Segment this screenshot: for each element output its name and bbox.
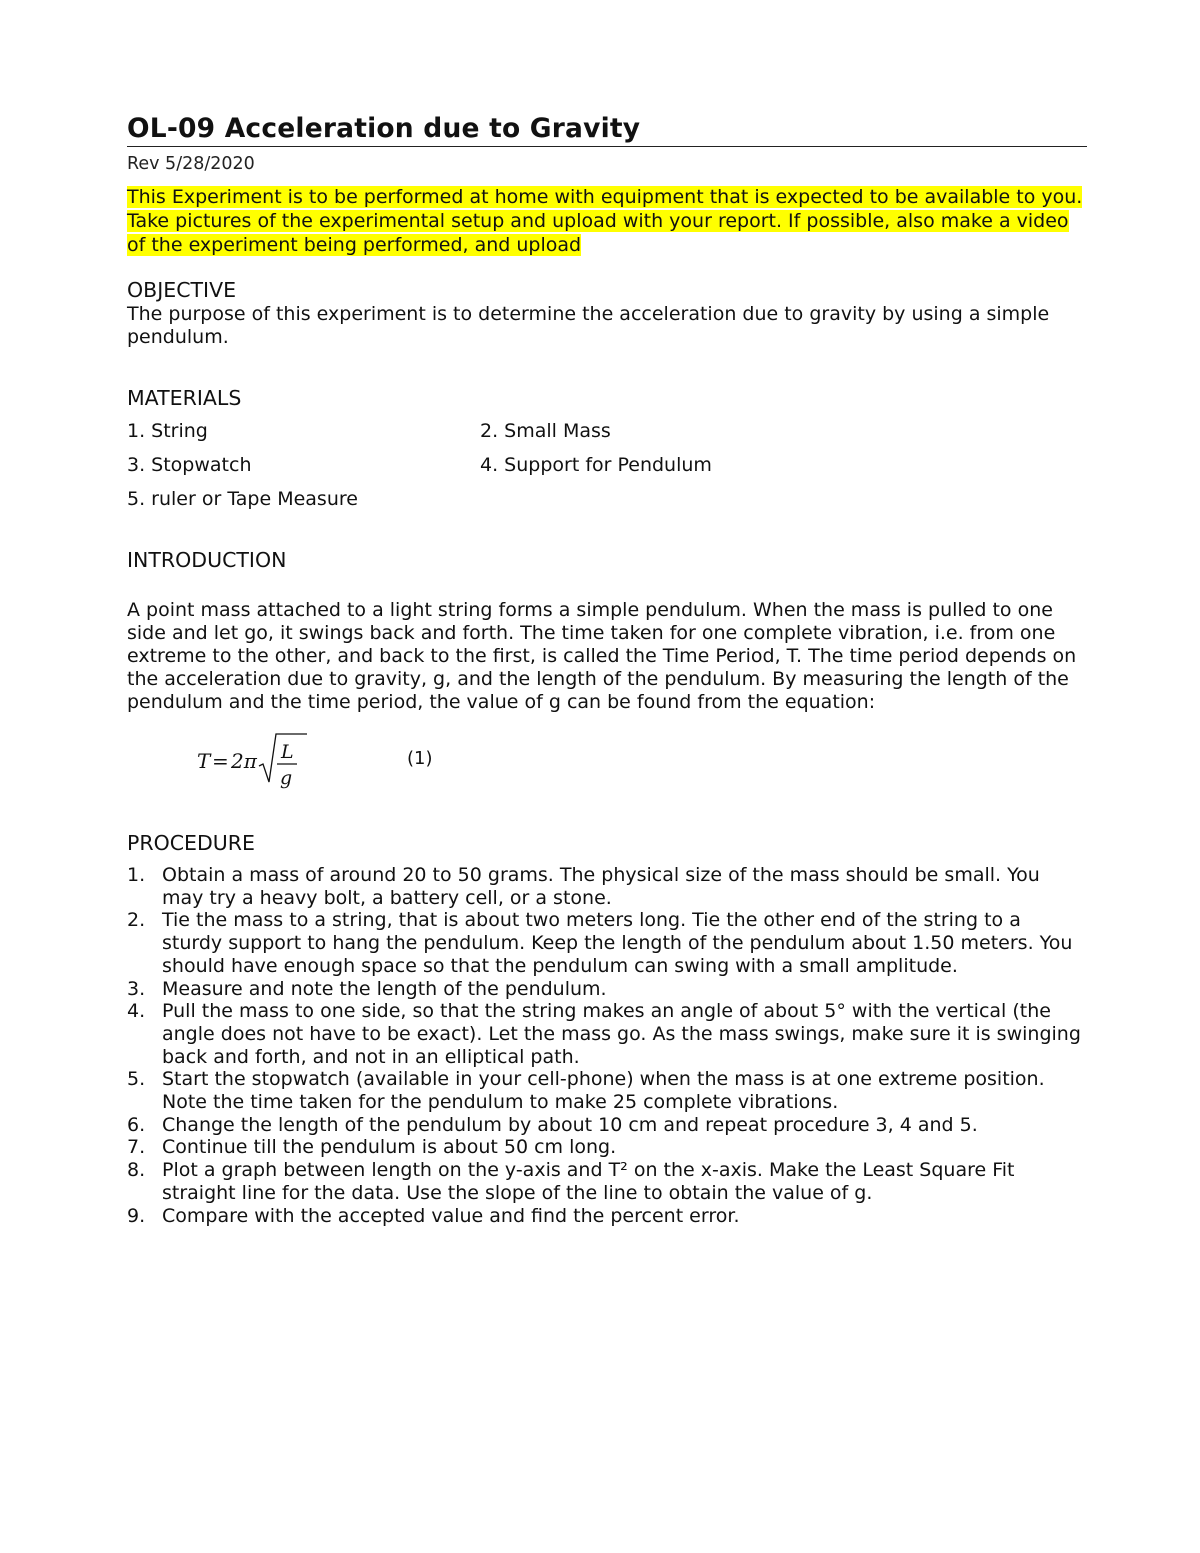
step-number: 1.	[127, 864, 146, 886]
material-item: 1. String	[127, 420, 208, 442]
equation-number: (1)	[407, 748, 433, 769]
step-text: Compare with the accepted value and find the percent error.	[162, 1204, 740, 1227]
procedure-step	[127, 1159, 1087, 1204]
step-text: Obtain a mass of around 20 to 50 grams. The physical size of the mass should be small. You may try a heavy bolt, a battery cell, or a stone.	[162, 864, 1040, 909]
procedure-step	[127, 1068, 1087, 1113]
materials-heading: MATERIALS	[127, 386, 242, 410]
introduction-text: A point mass attached to a light string forms a simple pendulum. When the mass is pulled to one side and let go, it swings back and forth. The time taken for one complete vibration, i.e. from one extreme to the other, and back to the first, is called the Time Period, T. The time period depends on the acceleration due to gravity, g, and the length of the pendulum. By measuring the length of the pendulum and the time period, the value of g can be found from the equation:	[127, 599, 1077, 713]
procedure-step	[127, 1000, 1087, 1068]
pendulum-equation	[127, 732, 1087, 802]
document-content	[127, 112, 1087, 1227]
step-number: 3.	[127, 977, 146, 1000]
step-number: 4.	[127, 1000, 146, 1023]
equation-lhs: T	[197, 749, 211, 773]
procedure-section	[127, 830, 1087, 1227]
step-number: 8.	[127, 1159, 146, 1182]
equation-formula	[197, 732, 337, 802]
procedure-step	[127, 864, 1087, 909]
step-number: 5.	[127, 1068, 146, 1091]
introduction-section	[127, 547, 1087, 802]
equation-equals: =	[212, 749, 229, 773]
material-item: 2. Small Mass	[480, 420, 611, 442]
equation-numerator: L	[281, 741, 294, 763]
step-text: Start the stopwatch (available in your cell-phone) when the mass is at one extreme position. Note the time taken for the pendulum to make 25 complete vibrations.	[162, 1068, 1045, 1114]
material-item: 5. ruler or Tape Measure	[127, 488, 358, 510]
home-experiment-notice	[127, 185, 1087, 257]
step-text: Tie the mass to a string, that is about two meters long. Tie the other end of the string to a sturdy support to hang the pendulum. Keep the length of the pendulum about 1.50 meters. You should have enough space so that the pendulum can swing with a small amplitude.	[162, 909, 1073, 977]
materials-list	[127, 419, 1087, 511]
step-number: 6.	[127, 1113, 146, 1136]
procedure-heading: PROCEDURE	[127, 831, 255, 855]
materials-section	[127, 385, 1087, 511]
procedure-step	[127, 1136, 1087, 1159]
step-text: Measure and note the length of the pendulum.	[162, 977, 607, 1000]
objective-heading: OBJECTIVE	[127, 278, 237, 302]
material-item: 3. Stopwatch	[127, 454, 252, 476]
equation-denominator: g	[280, 767, 293, 789]
highlighted-notice-text: This Experiment is to be performed at home with equipment that is expected to be available to you. Take pictures of the experimental setup and upload with your report. If possible, also make a video of the experiment being performed, and upload	[127, 186, 1083, 256]
step-text: Pull the mass to one side, so that the string makes an angle of about 5° with the vertical (the angle does not have to be exact). Let the mass go. As the mass swings, make sure it is swinging back and forth, and not in an elliptical path.	[162, 1000, 1081, 1068]
material-item: 4. Support for Pendulum	[480, 454, 712, 476]
procedure-steps	[127, 864, 1087, 1227]
step-number: 9.	[127, 1204, 146, 1227]
procedure-step	[127, 1114, 1087, 1137]
procedure-step	[127, 909, 1087, 977]
objective-text: The purpose of this experiment is to determine the acceleration due to gravity by using a simple pendulum.	[127, 303, 1050, 348]
procedure-step	[127, 978, 1087, 1001]
procedure-step	[127, 1205, 1087, 1228]
equation-coefficient: 2π	[231, 749, 257, 773]
step-text: Change the length of the pendulum by about 10 cm and repeat procedure 3, 4 and 5.	[162, 1113, 978, 1136]
step-number: 2.	[127, 909, 146, 932]
revision-date: Rev 5/28/2020	[127, 154, 255, 174]
step-text: Plot a graph between length on the y-axis and T² on the x-axis. Make the Least Square Fit straight line for the data. Use the slope of the line to obtain the value of g.	[162, 1159, 1015, 1204]
step-number: 7.	[127, 1136, 146, 1159]
objective-section	[127, 277, 1087, 349]
document-title: OL-09 Acceleration due to Gravity	[127, 112, 1087, 147]
step-text: Continue till the pendulum is about 50 cm long.	[162, 1136, 617, 1159]
introduction-heading: INTRODUCTION	[127, 548, 287, 572]
